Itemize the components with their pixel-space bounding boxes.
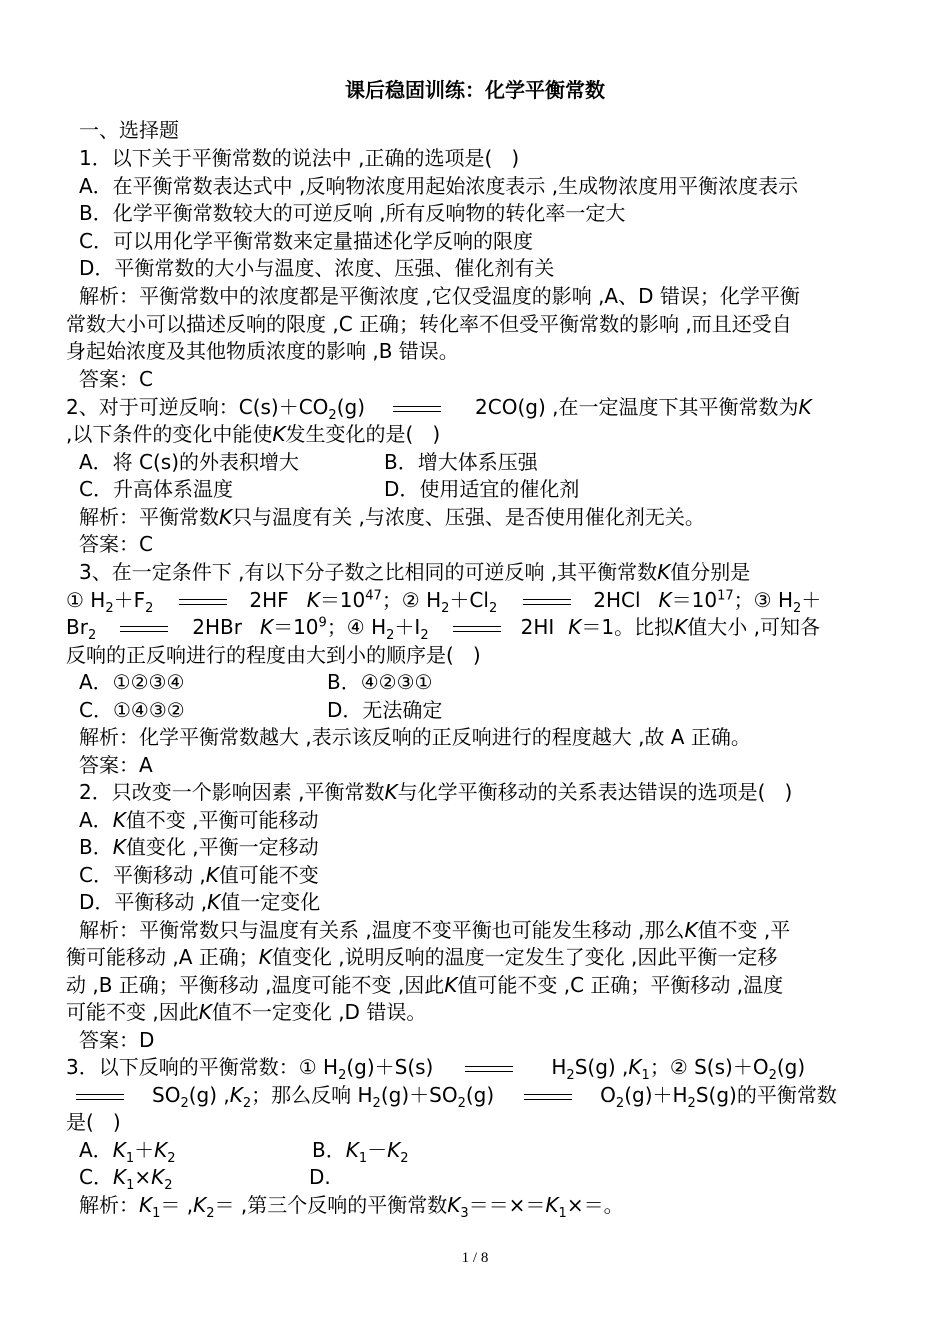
- question-3-reactions-line-1: [66, 587, 886, 616]
- q5-text: －: [367, 1138, 388, 1162]
- equilibrium-arrow-icon: [465, 1064, 513, 1074]
- question-5-explanation: [79, 1192, 884, 1221]
- subscript: 2: [167, 1151, 176, 1166]
- subscript: 1: [125, 1151, 135, 1166]
- question-3-option-c: C．①④③②: [79, 698, 185, 722]
- k-symbol: K: [306, 588, 320, 612]
- k-symbol: K: [258, 945, 272, 969]
- k-symbol: K: [444, 973, 458, 997]
- q3-text: ＝10: [319, 588, 366, 612]
- subscript: 1: [558, 1206, 567, 1221]
- subscript: 2: [164, 1178, 173, 1193]
- superscript: 47: [365, 588, 382, 604]
- k-symbol: K: [684, 918, 698, 942]
- subscript: 2: [338, 1068, 347, 1083]
- question-5-option-d: D.: [309, 1165, 331, 1189]
- q5-text: ＝＝×＝: [468, 1193, 546, 1217]
- q5-text: 解析：: [79, 1193, 139, 1217]
- q3-text: ① H: [66, 588, 106, 612]
- subscript: 1: [358, 1151, 368, 1166]
- k-symbol: K: [205, 863, 219, 887]
- question-3-option-a: A．①②③④: [79, 670, 185, 694]
- subscript: 3: [460, 1206, 469, 1221]
- q5-text: (g)＋SO: [380, 1083, 458, 1107]
- q3-text: ；② H: [381, 588, 442, 612]
- subscript: 2: [328, 408, 337, 423]
- subscript: 1: [152, 1206, 161, 1221]
- subscript: 2: [615, 1096, 625, 1111]
- k-symbol: K: [798, 395, 812, 419]
- page-number: 1 / 8: [461, 1250, 489, 1266]
- subscript: 2: [441, 601, 450, 616]
- q3-text: 值分别是: [670, 560, 751, 584]
- k-symbol: K: [154, 1138, 168, 1162]
- subscript: 2: [87, 628, 97, 643]
- k-symbol: K: [674, 615, 688, 639]
- k-symbol: K: [198, 1000, 212, 1024]
- question-3-stem-line-1: [79, 559, 884, 585]
- question-2-stem-line-2: [66, 421, 886, 447]
- q5-text: 3．以下反响的平衡常数：① H: [66, 1055, 339, 1079]
- question-2-explanation: [79, 504, 884, 530]
- k-symbol: K: [628, 1055, 642, 1079]
- q5-text: ；那么反响 H: [251, 1083, 373, 1107]
- question-3-option-b: B．④②③①: [327, 670, 433, 694]
- question-1-explanation-2: 常数大小可以描述反响的限度 ,C 正确；转化率不但受平衡常数的影响 ,而且还受自: [66, 312, 792, 336]
- q4-text: 可能不变 ,因此: [66, 1000, 199, 1024]
- q2-text: 发生变化的是( ): [285, 422, 441, 446]
- q2-text: 2、对于可逆反响：C(s)＋CO: [66, 395, 329, 419]
- question-2-option-d: D．使用适宜的催化剂: [384, 477, 580, 501]
- question-3-stem-line-3: 反响的正反响进行的程度由大到小的顺序是( ): [66, 643, 481, 667]
- subscript: 1: [641, 1068, 650, 1083]
- question-4-explanation-1: [79, 917, 884, 943]
- question-4-option-c: [79, 862, 884, 888]
- q5-text: (g): [465, 1083, 495, 1107]
- q3-text: ；④ H: [326, 615, 387, 639]
- k-symbol: K: [219, 505, 233, 529]
- q5-text: ＋: [134, 1138, 155, 1162]
- question-3-option-d: D．无法确定: [327, 698, 443, 722]
- q5-text: (g): [776, 1055, 806, 1079]
- page-title: 课后稳固训练：化学平衡常数: [345, 78, 605, 102]
- q3-text: Br: [66, 615, 88, 639]
- q3-text: ＝10: [671, 588, 718, 612]
- question-1-explanation-3: 身起始浓度及其他物质浓度的影响 ,B 错误。: [66, 339, 459, 363]
- k-symbol: K: [259, 615, 274, 639]
- q3-text: 2HBr: [192, 615, 242, 639]
- q4-text: 动 ,B 正确；平衡移动 ,温度可能不变 ,因此: [66, 973, 445, 997]
- question-2-options-ab: [79, 449, 884, 475]
- q5-text: SO: [152, 1083, 181, 1107]
- k-symbol: K: [272, 422, 286, 446]
- subscript: 2: [372, 1096, 381, 1111]
- question-2-answer: 答案：C: [79, 532, 153, 556]
- q4-text: 值变化 ,说明反响的温度一定发生了变化 ,因此平衡一定移: [271, 945, 778, 969]
- q5-text: S(g)的平衡常数: [695, 1083, 837, 1107]
- q3-text: ＋: [801, 588, 822, 612]
- q2-text: 2CO(g) ,在一定温度下其平衡常数为: [475, 395, 799, 419]
- k-symbol: K: [345, 1138, 359, 1162]
- subscript: 2: [206, 1206, 215, 1221]
- subscript: 2: [105, 601, 114, 616]
- q4-text: D．平衡移动 ,: [79, 890, 208, 914]
- q4-text: 值不变 ,平: [697, 918, 791, 942]
- q4-text: 衡可能移动 ,A 正确；: [66, 945, 259, 969]
- equilibrium-arrow-icon: [524, 1092, 572, 1102]
- k-symbol: K: [387, 1138, 401, 1162]
- k-symbol: K: [112, 1165, 127, 1189]
- subscript: 2: [180, 1096, 189, 1111]
- q3-text: 3、在一定条件下 ,有以下分子数之比相同的可逆反响 ,其平衡常数: [79, 560, 658, 584]
- subscript: 2: [400, 1151, 409, 1166]
- q3-text: ＝10: [273, 615, 319, 639]
- q3-text: 2HCl: [593, 588, 641, 612]
- question-1-option-d: D．平衡常数的大小与温度、浓度、压强、催化剂有关: [79, 256, 555, 280]
- question-4-explanation-3: [66, 972, 886, 998]
- q5-text: O: [600, 1083, 616, 1107]
- question-5-stem-line-1: [66, 1054, 886, 1083]
- question-4-option-a: [79, 807, 884, 833]
- q2-text: ,以下条件的变化中能使: [66, 422, 273, 446]
- q5-text: H: [551, 1055, 567, 1079]
- q4-text: A．: [79, 808, 113, 832]
- subscript: 2: [386, 628, 395, 643]
- section-heading: 一、选择题: [79, 118, 179, 142]
- question-4-explanation-2: [66, 944, 886, 970]
- k-symbol: K: [112, 1138, 126, 1162]
- q5-text: ＝ ,: [160, 1193, 194, 1217]
- question-1-answer: 答案：C: [79, 367, 153, 391]
- q3-text: 值大小 ,可知各: [687, 615, 820, 639]
- q3-text: ＝1。比拟: [581, 615, 675, 639]
- equilibrium-arrow-icon: [76, 1092, 124, 1102]
- question-5-options-ab: [79, 1137, 884, 1166]
- subscript: 2: [457, 1096, 466, 1111]
- q5-text: (g) ,: [188, 1083, 230, 1107]
- question-2-option-a: A．将 C(s)的外表积增大: [79, 450, 300, 474]
- k-symbol: K: [545, 1193, 559, 1217]
- k-symbol: K: [112, 835, 126, 859]
- q4-text: B．: [79, 835, 113, 859]
- equilibrium-arrow-icon: [120, 624, 168, 634]
- question-5-option-a: [79, 1138, 176, 1166]
- q4-text: 值一定变化: [220, 890, 321, 914]
- q5-text: ＝ ,第三个反响的平衡常数: [214, 1193, 448, 1217]
- question-5-option-b: [312, 1137, 409, 1166]
- question-3-options-cd: [79, 697, 884, 723]
- subscript: 2: [792, 601, 802, 616]
- q5-text: S(g) ,: [574, 1055, 629, 1079]
- q2-text: 解析：平衡常数: [79, 505, 219, 529]
- subscript: 2: [242, 1096, 252, 1111]
- superscript: 9: [318, 615, 327, 631]
- question-3-answer: 答案：A: [79, 753, 153, 777]
- k-symbol: K: [193, 1193, 207, 1217]
- q3-text: ；③ H: [733, 588, 793, 612]
- q4-text: 值不变 ,平衡可能移动: [125, 808, 319, 832]
- q4-text: 与化学平衡移动的关系表达错误的选项是( ): [397, 780, 793, 804]
- question-5-stem-line-2: [66, 1082, 886, 1111]
- question-5-stem-line-3: 是( ): [66, 1110, 121, 1134]
- subscript: 2: [488, 601, 498, 616]
- q3-text: ＋Cl: [449, 588, 489, 612]
- q5-text: B．: [312, 1138, 346, 1162]
- k-symbol: K: [384, 780, 398, 804]
- question-1-option-c: C．可以用化学平衡常数来定量描述化学反响的限度: [79, 229, 533, 253]
- question-4-answer: 答案：D: [79, 1028, 155, 1052]
- question-4-explanation-4: [66, 999, 886, 1025]
- question-4-stem: [79, 779, 884, 805]
- subscript: 1: [126, 1178, 135, 1193]
- question-1-option-b: B．化学平衡常数较大的可逆反响 ,所有反响物的转化率一定大: [79, 201, 626, 225]
- q4-text: 值变化 ,平衡一定移动: [125, 835, 319, 859]
- equilibrium-arrow-icon: [453, 624, 501, 634]
- q5-text: ；② S(s)＋O: [649, 1055, 769, 1079]
- q4-text: 解析：平衡常数只与温度有关系 ,温度不变平衡也可能发生移动 ,那么: [79, 918, 685, 942]
- q5-text: ×＝。: [566, 1193, 624, 1217]
- q3-text: 2HF: [249, 588, 289, 612]
- question-2-option-b: B．增大体系压强: [384, 450, 538, 474]
- q5-text: (g)＋H: [624, 1083, 688, 1107]
- q4-text: 值可能不变: [218, 863, 319, 887]
- question-1-option-a: A．在平衡常数表达式中 ,反响物浓度用起始浓度表示 ,生成物浓度用平衡浓度表示: [79, 174, 799, 198]
- k-symbol: K: [229, 1083, 243, 1107]
- equilibrium-arrow-icon: [393, 404, 441, 414]
- q4-text: 2．只改变一个影响因素 ,平衡常数: [79, 780, 385, 804]
- q3-text: ＋F: [113, 588, 146, 612]
- subscript: 2: [566, 1068, 575, 1083]
- q5-text: (g)＋S(s): [346, 1055, 434, 1079]
- k-symbol: K: [112, 808, 126, 832]
- question-1-stem: 1．以下关于平衡常数的说法中 ,正确的选项是( ): [79, 146, 520, 170]
- q2-text: (g): [336, 395, 366, 419]
- k-symbol: K: [447, 1193, 461, 1217]
- question-4-option-d: [79, 889, 884, 915]
- equilibrium-arrow-icon: [179, 597, 227, 607]
- q5-text: C．: [79, 1165, 113, 1189]
- question-3-options-ab: [79, 669, 884, 695]
- q4-text: 值可能不变 ,C 正确；平衡移动 ,温度: [457, 973, 784, 997]
- q4-text: C．平衡移动 ,: [79, 863, 206, 887]
- subscript: 2: [145, 601, 154, 616]
- equilibrium-arrow-icon: [523, 597, 571, 607]
- q5-text: A．: [79, 1138, 113, 1162]
- subscript: 2: [420, 628, 429, 643]
- k-symbol: K: [657, 560, 671, 584]
- k-symbol: K: [151, 1165, 165, 1189]
- question-1-explanation-1: 解析：平衡常数中的浓度都是平衡浓度 ,它仅受温度的影响 ,A、D 错误；化学平衡: [79, 284, 800, 308]
- subscript: 2: [768, 1068, 777, 1083]
- k-symbol: K: [658, 588, 672, 612]
- q4-text: 值不一定变化 ,D 错误。: [211, 1000, 427, 1024]
- q3-text: 2HI: [520, 615, 555, 639]
- k-symbol: K: [139, 1193, 153, 1217]
- q3-text: ＋I: [394, 615, 421, 639]
- question-4-option-b: [79, 834, 884, 860]
- question-2-option-c: C．升高体系温度: [79, 477, 233, 501]
- k-symbol: K: [207, 890, 221, 914]
- superscript: 17: [717, 588, 734, 604]
- q2-text: 只与温度有关 ,与浓度、压强、是否使用催化剂无关。: [232, 505, 705, 529]
- question-3-reactions-line-2: [66, 614, 886, 643]
- question-5-options-cd: [79, 1164, 884, 1193]
- subscript: 2: [687, 1096, 696, 1111]
- q5-text: ×: [134, 1165, 152, 1189]
- question-3-explanation: 解析：化学平衡常数越大 ,表示该反响的正反响进行的程度越大 ,故 A 正确。: [79, 725, 751, 749]
- k-symbol: K: [568, 615, 582, 639]
- question-2-stem-line-1: [66, 394, 886, 423]
- question-2-options-cd: [79, 476, 884, 502]
- question-5-option-c: [79, 1165, 173, 1193]
